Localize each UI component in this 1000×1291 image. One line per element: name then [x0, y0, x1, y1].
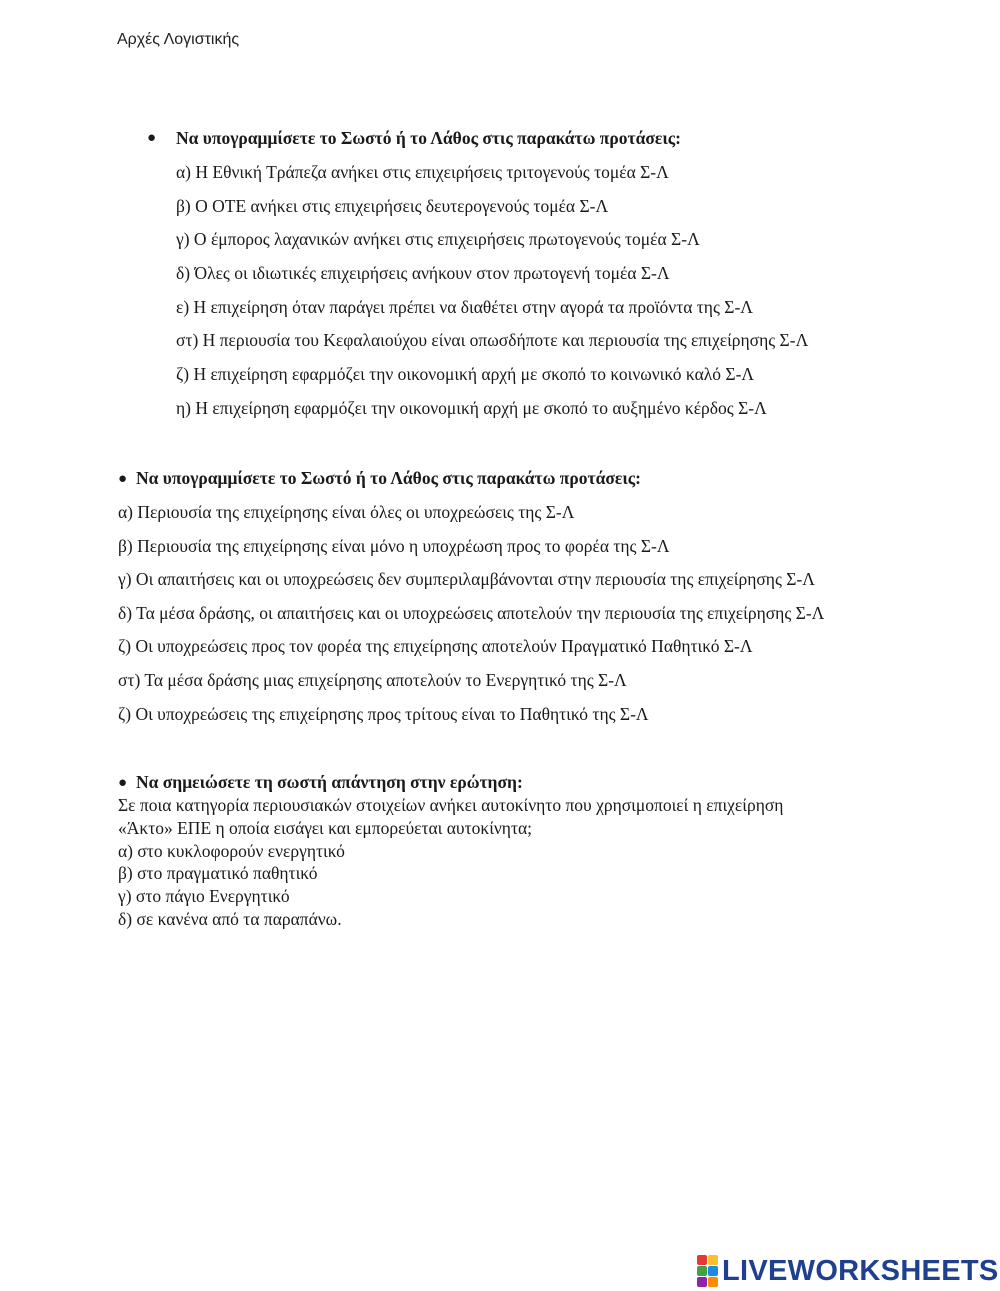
section-1-item: β) Ο ΟΤΕ ανήκει στις επιχειρήσεις δευτερογενούς τομέα Σ-Λ	[176, 196, 609, 216]
section-3-question: Σε ποια κατηγορία περιουσιακών στοιχείων ανήκει αυτοκίνητο που χρησιμοποιεί η επιχείρηση	[118, 795, 784, 815]
section-1-item: η) Η επιχείρηση εφαρμόζει την οικονομική αρχή με σκοπό το αυξημένο κέρδος Σ-Λ	[176, 398, 767, 418]
section-1-item: στ) Η περιουσία του Κεφαλαιούχου είναι οπωσδήποτε και περιουσία της επιχείρησης Σ-Λ	[176, 330, 809, 350]
bullet-icon: ●	[118, 775, 128, 791]
section-2-item: ζ) Οι υποχρεώσεις προς τον φορέα της επιχείρησης αποτελούν Πραγματικό Παθητικό Σ-Λ	[118, 636, 753, 656]
logo-tile	[697, 1277, 707, 1287]
liveworksheets-logo	[697, 1255, 999, 1287]
logo-tile	[708, 1255, 718, 1265]
logo-tile	[697, 1255, 707, 1265]
section-3-option: α) στο κυκλοφορούν ενεργητικό	[118, 841, 345, 861]
logo-tile	[708, 1266, 718, 1276]
section-2-item: στ) Τα μέσα δράσης μιας επιχείρησης αποτελούν το Ενεργητικό της Σ-Λ	[118, 670, 627, 690]
section-3-option: β) στο πραγματικό παθητικό	[118, 863, 318, 883]
section-1-heading: Να υπογραμμίσετε το Σωστό ή το Λάθος στις παρακάτω προτάσεις:	[176, 128, 681, 148]
section-2-item: β) Περιουσία της επιχείρησης είναι μόνο η υποχρέωση προς το φορέα της Σ-Λ	[118, 536, 670, 556]
section-3-question: «Άκτο» ΕΠΕ η οποία εισάγει και εμπορεύεται αυτοκίνητα;	[118, 818, 533, 838]
section-2-item: α) Περιουσία της επιχείρησης είναι όλες οι υποχρεώσεις της Σ-Λ	[118, 502, 575, 522]
section-1-item: ε) Η επιχείρηση όταν παράγει πρέπει να διαθέτει στην αγορά τα προϊόντα της Σ-Λ	[176, 297, 753, 317]
section-2-item: ζ) Οι υποχρεώσεις της επιχείρησης προς τρίτους είναι το Παθητικό της Σ-Λ	[118, 704, 649, 724]
section-3-option: γ) στο πάγιο Ενεργητικό	[118, 886, 290, 906]
section-3-option: δ) σε κανένα από τα παραπάνω.	[118, 909, 342, 929]
document-header: Αρχές Λογιστικής	[117, 31, 240, 48]
logo-tile	[697, 1266, 707, 1276]
bullet-icon: ●	[147, 130, 157, 146]
section-1-item: γ) Ο έμπορος λαχανικών ανήκει στις επιχειρήσεις πρωτογενούς τομέα Σ-Λ	[176, 229, 700, 249]
logo-tile	[708, 1277, 718, 1287]
section-3-heading: Να σημειώσετε τη σωστή απάντηση στην ερώτηση:	[136, 772, 523, 792]
section-1-item: δ) Όλες οι ιδιωτικές επιχειρήσεις ανήκουν στον πρωτογενή τομέα Σ-Λ	[176, 263, 670, 283]
section-1-item: α) Η Εθνική Τράπεζα ανήκει στις επιχειρήσεις τριτογενούς τομέα Σ-Λ	[176, 162, 669, 182]
section-2-item: δ) Τα μέσα δράσης, οι απαιτήσεις και οι υποχρεώσεις αποτελούν την περιουσία της επιχείρησης Σ-Λ	[118, 603, 825, 623]
section-2-heading: Να υπογραμμίσετε το Σωστό ή το Λάθος στις παρακάτω προτάσεις:	[136, 468, 641, 488]
logo-text: LIVEWORKSHEETS	[722, 1254, 999, 1287]
section-2-item: γ) Οι απαιτήσεις και οι υποχρεώσεις δεν συμπεριλαμβάνονται στην περιουσία της επιχείρησης Σ-Λ	[118, 569, 815, 589]
section-1-item: ζ) Η επιχείρηση εφαρμόζει την οικονομική αρχή με σκοπό το κοινωνικό καλό Σ-Λ	[176, 364, 755, 384]
bullet-icon: ●	[118, 471, 128, 487]
logo-grid-icon	[697, 1255, 718, 1287]
